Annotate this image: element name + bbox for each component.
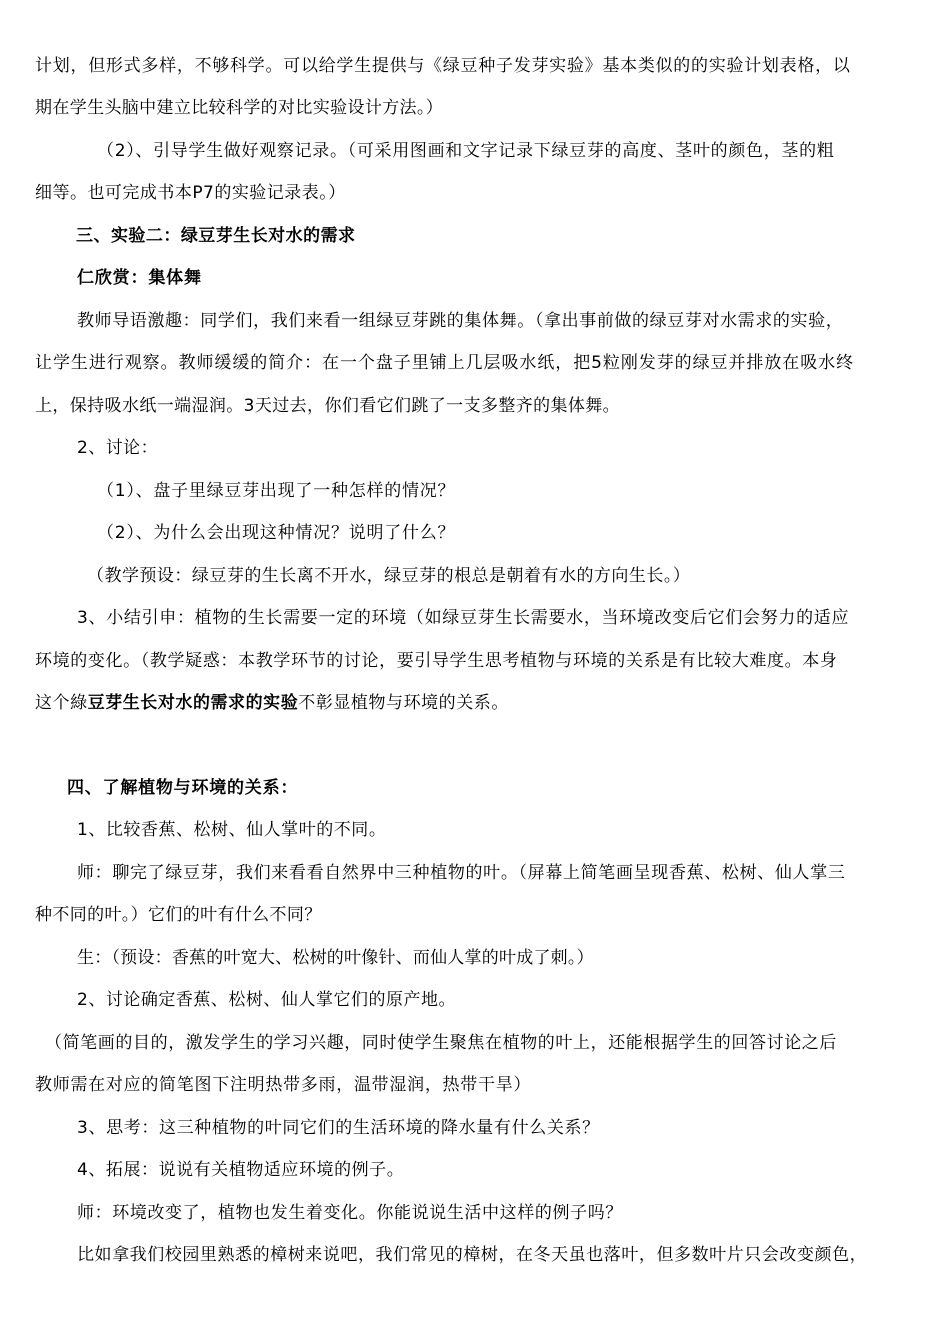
paragraph-line: 比如拿我们校园里熟悉的樟树来说吧，我们常见的樟树，在冬天虽也落叶，但多数叶片只会改变颜色，: [77, 1245, 868, 1265]
paragraph-line: 环境的变化。（教学疑惑：本教学环节的讨论，要引导学生思考植物与环境的关系是有比较大难度。本身: [35, 651, 838, 671]
paragraph-line: 3、小结引申：植物的生长需要一定的环境（如绿豆芽生长需要水，当环境改变后它们会努力的适应: [77, 608, 850, 628]
section-heading: 四、了解植物与环境的关系：: [67, 778, 299, 798]
paragraph-line: 生：（预设：香蕉的叶宽大、松树的叶像针、而仙人掌的叶成了刺。）: [77, 948, 594, 968]
paragraph-line: 计划，但形式多样，不够科学。可以给学生提供与《绿豆种子发芽实验》基本类似的的实验计划表格，以: [35, 56, 851, 76]
subsection-heading: 仁欣赏：集体舞: [77, 268, 202, 288]
section-heading: 三、实验二：绿豆芽生长对水的需求: [76, 226, 356, 246]
paragraph-line: （简笔画的目的，激发学生的学习兴趣，同时使学生聚焦在植物的叶上，还能根据学生的回答讨论之后: [45, 1033, 837, 1053]
list-item: 4、拓展：说说有关植物适应环境的例子。: [77, 1160, 405, 1180]
bold-text: 豆芽生长对水的需求的实验: [87, 693, 299, 713]
paragraph-line: 教师需在对应的简笔图下注明热带多雨，温带湿润，热带干旱）: [35, 1075, 532, 1095]
list-item: 1、比较香蕉、松树、仙人掌叶的不同。: [77, 820, 387, 840]
list-item: （2）、为什么会出现这种情况？说明了什么？: [97, 523, 456, 543]
list-item: 2、讨论：: [77, 438, 159, 458]
list-item: （1）、盘子里绿豆芽出现了一种怎样的情况？: [97, 481, 456, 501]
paragraph-line: 师：聊完了绿豆芽，我们来看看自然界中三种植物的叶。（屏幕上简笔画呈现香蕉、松树、仙人掌三: [77, 863, 846, 883]
paragraph-line: （2）、引导学生做好观察记录。（可采用图画和文字记录下绿豆芽的高度、茎叶的颜色，茎的粗: [97, 141, 835, 161]
paragraph-line: [35, 691, 509, 715]
line-text: 这个綠: [35, 693, 88, 713]
paragraph-line: 师：环境改变了，植物也发生着变化。你能说说生活中这样的例子吗？: [77, 1203, 623, 1223]
paragraph-line: 期在学生头脑中建立比较科学的对比实验设计方法。）: [35, 98, 444, 118]
paragraph-line: （教学预设：绿豆芽的生长离不开水，绿豆芽的根总是朝着有水的方向生长。）: [87, 566, 691, 586]
paragraph-line: 教师导语激趣：同学们，我们来看一组绿豆芽跳的集体舞。（拿出事前做的绿豆芽对水需求的实验，: [77, 311, 844, 331]
paragraph-line: 种不同的叶。）它们的叶有什么不同？: [35, 905, 322, 925]
list-item: 2、讨论确定香蕉、松树、仙人掌它们的原产地。: [77, 990, 457, 1010]
paragraph-line: 让学生进行观察。教师缓缓的简介：在一个盘子里铺上几层吸水纸，把5粒刚发芽的绿豆并排放在吸水终: [35, 353, 855, 373]
list-item: 3、思考：这三种植物的叶同它们的生活环境的降水量有什么关系？: [77, 1118, 600, 1138]
paragraph-line: 上，保持吸水纸一端湿润。3天过去，你们看它们跳了一支多整齐的集体舞。: [35, 396, 621, 416]
paragraph-line: 细等。也可完成书本P7的实验记录表。）: [35, 183, 346, 203]
line-text: 不彰显植物与环境的关系。: [298, 693, 509, 713]
